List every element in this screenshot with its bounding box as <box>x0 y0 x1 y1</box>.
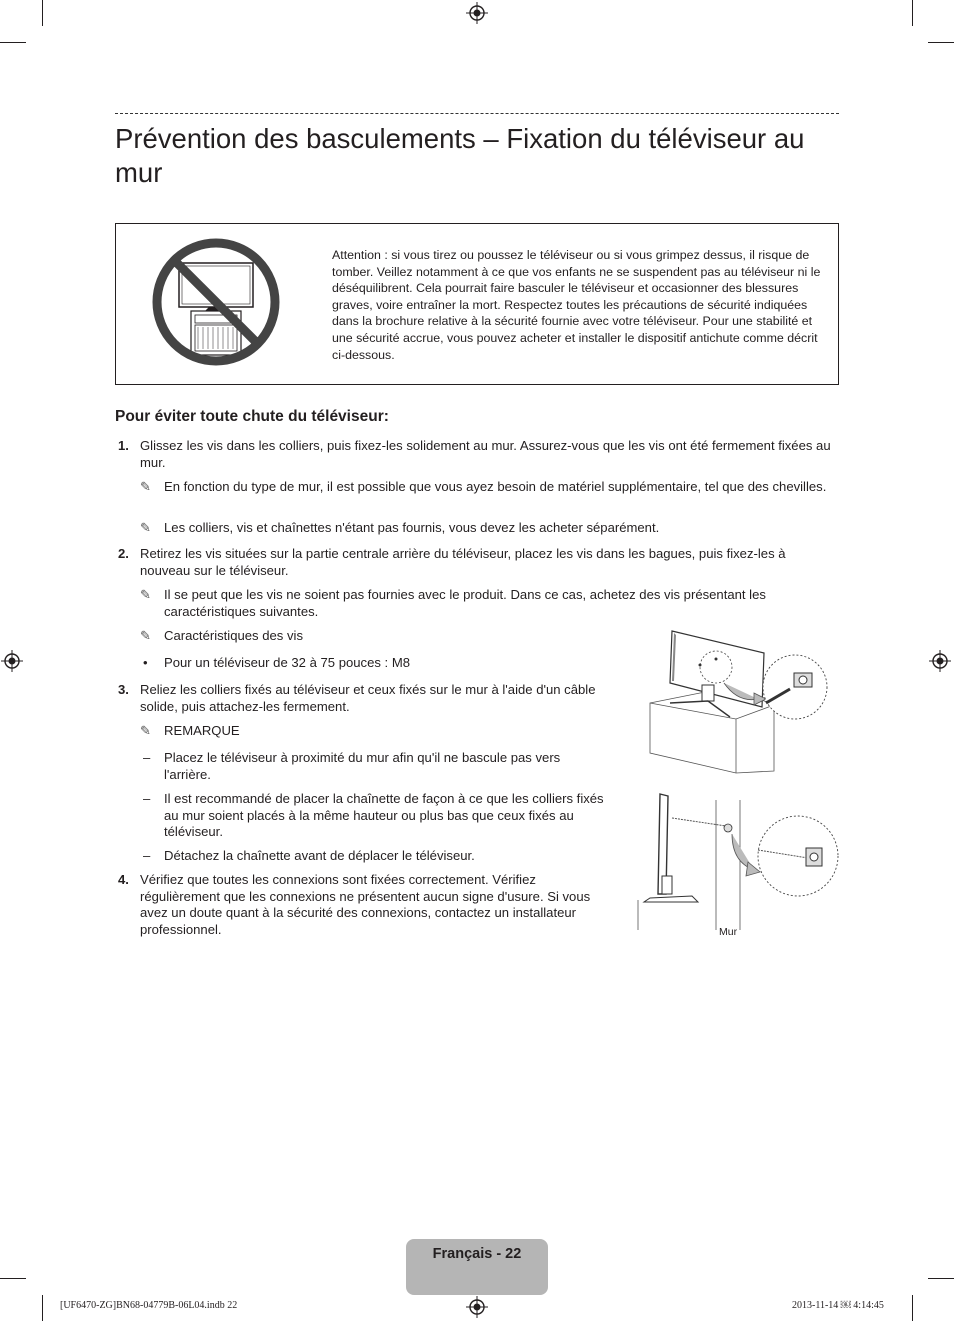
step-number: 2. <box>118 546 129 561</box>
note-text: Il se peut que les vis ne soient pas fournies avec le produit. Dans ce cas, achetez des vis présentant les caractéristiques suivantes. <box>164 587 766 619</box>
registration-mark-icon <box>466 1296 488 1318</box>
note-text: Les colliers, vis et chaînettes n'étant pas fournis, vous devez les acheter séparément. <box>164 520 660 535</box>
note-text: En fonction du type de mur, il est possible que vous ayez besoin de matériel supplémentaire, tel que des chevilles. <box>164 479 827 494</box>
dash-text: Il est recommandé de placer la chaînette de façon à ce que les colliers fixés au mur soient placés à la même hauteur ou plus bas que ceux fixés au téléviseur. <box>164 791 604 840</box>
crop-mark <box>42 0 43 26</box>
page-number: Français - 22 <box>406 1239 548 1295</box>
title-rule <box>115 113 839 114</box>
note-icon: ✎ <box>140 520 151 535</box>
crop-mark <box>928 42 954 43</box>
crop-mark <box>928 1278 954 1279</box>
registration-mark-icon <box>929 650 951 672</box>
step-text: Retirez les vis situées sur la partie centrale arrière du téléviseur, placez les vis dans les bagues, puis fixez-les à nouveau sur le téléviseur. <box>140 546 786 578</box>
note-icon: ✎ <box>140 628 151 643</box>
tv-bracket-illustration <box>640 625 840 777</box>
crop-mark <box>42 1295 43 1321</box>
step-text: Reliez les colliers fixés au téléviseur et ceux fixés sur le mur à l'aide d'un câble solide, puis attachez-les fermement. <box>140 682 596 714</box>
crop-mark <box>0 1278 26 1279</box>
note-text: Caractéristiques des vis <box>164 628 303 643</box>
note-icon: ✎ <box>140 479 151 494</box>
page-title: Prévention des basculements – Fixation du téléviseur au mur <box>115 123 805 188</box>
step-number: 4. <box>118 872 129 887</box>
step-number: 3. <box>118 682 129 697</box>
note-icon: ✎ <box>140 587 151 602</box>
note-icon: ✎ <box>140 723 151 738</box>
section-heading: Pour éviter toute chute du téléviseur: <box>115 408 389 425</box>
dash-icon: – <box>143 750 151 765</box>
registration-mark-icon <box>466 2 488 24</box>
wall-chain-illustration <box>636 790 842 930</box>
warning-text: Attention : si vous tirez ou poussez le téléviseur ou si vous grimpez dessus, il risque de tomber. Veillez notamment à ce que vos enfants ne se suspendent pas au téléviseur ni le déséquilibrent. Cela pourrait faire basculer le téléviseur et occasionner des blessures graves, voire entraîner la mort. Respectez toutes les précautions de sécurité indiquées dans la brochure relative à la sécurité fournie avec votre téléviseur. Pour une stabilité et une sécurité accrue, vous pouvez acheter et installer le dispositif antichute comme décrit ci-dessous. <box>332 248 821 362</box>
footer-file: [UF6470-ZG]BN68-04779B-06L04.indb 22 <box>60 1300 238 1311</box>
step-text: Glissez les vis dans les colliers, puis fixez-les solidement au mur. Assurez-vous que les vis ont été fermement fixées au mur. <box>140 438 831 470</box>
crop-mark <box>0 42 26 43</box>
bullet-text: Pour un téléviseur de 32 à 75 pouces : M8 <box>164 655 411 670</box>
dash-text: Placez le téléviseur à proximité du mur afin qu'il ne bascule pas vers l'arrière. <box>164 750 561 782</box>
crop-mark <box>912 1295 913 1321</box>
step-text: Vérifiez que toutes les connexions sont fixées correctement. Vérifiez régulièrement que les connexions ne présentent aucun signe d'usure. Si vous avez un doute quant à la sécurité des connexions, contactez un installateur professionnel. <box>140 872 591 937</box>
registration-mark-icon <box>1 650 23 672</box>
remark-label: REMARQUE <box>164 723 240 738</box>
bullet-icon: • <box>143 655 148 670</box>
dash-icon: – <box>143 848 151 863</box>
wall-label: Mur <box>719 926 738 938</box>
step-number: 1. <box>118 438 129 453</box>
dash-text: Détachez la chaînette avant de déplacer le téléviseur. <box>164 848 475 863</box>
dash-icon: – <box>143 791 151 806</box>
crop-mark <box>912 0 913 26</box>
footer-timestamp: 2013-11-14 ￼ 4:14:45 <box>792 1300 884 1311</box>
no-climbing-tv-icon <box>151 237 281 367</box>
